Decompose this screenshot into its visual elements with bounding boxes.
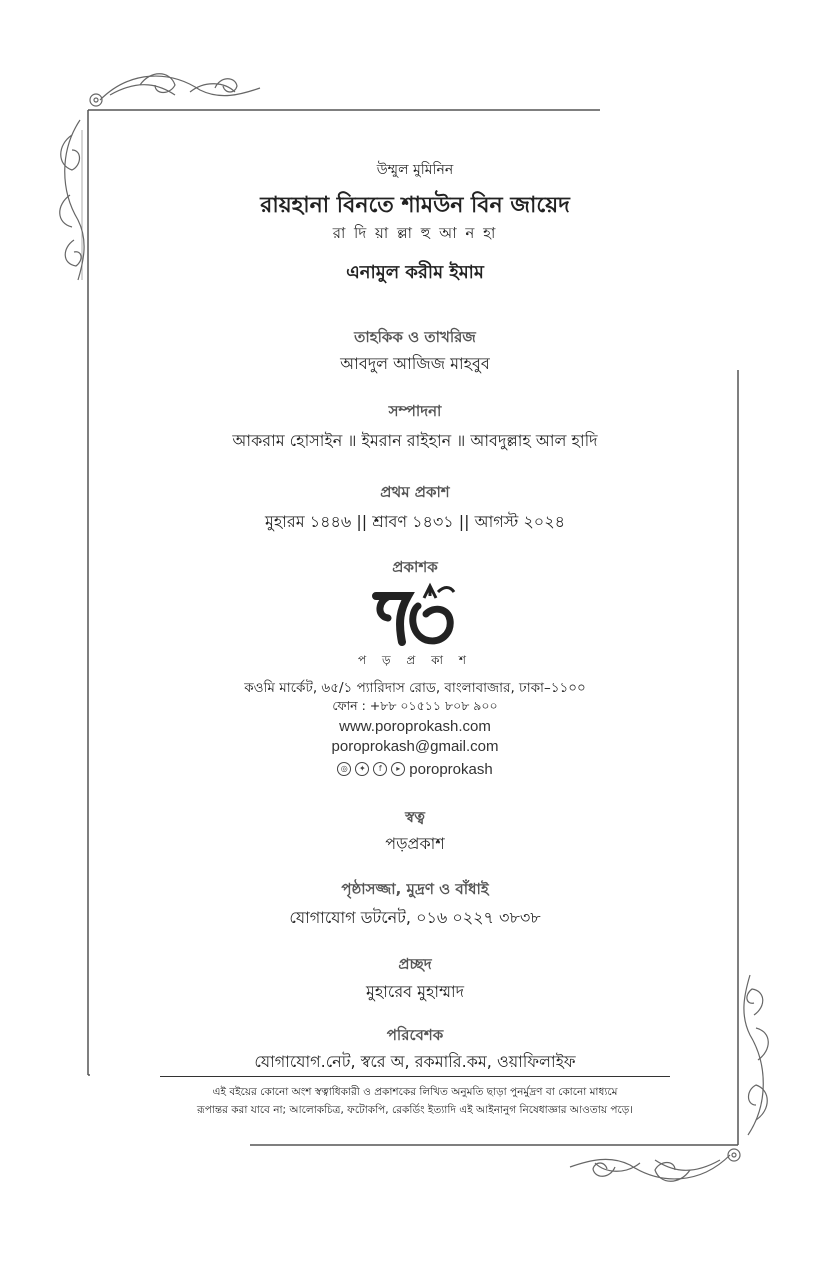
rights-value: পড়প্রকাশ: [385, 834, 445, 853]
cover-label: প্রচ্ছদ: [398, 955, 432, 973]
copyright-notice-line-2: রূপান্তর করা যাবে না; আলোকচিত্র, ফটোকপি, রেকর্ডিং ইত্যাদি এই আইনানুগ নিষেধাজ্ঞার আওতায় পড়ে।: [197, 1104, 633, 1116]
cover-value: মুহারেব মুহাম্মাদ: [365, 982, 464, 1001]
rights-label: স্বত্ব: [405, 808, 425, 826]
printing-value: যোগাযোগ ডটনেট, ০১৬ ০২২৭ ৩৮৩৮: [289, 908, 541, 927]
editing-label: সম্পাদনা: [388, 402, 442, 420]
publisher-email[interactable]: poroprokash@gmail.com: [331, 738, 499, 755]
publisher-logo: [370, 582, 460, 648]
publisher-address: কওমি মার্কেট, ৬৫/১ প্যারিদাস রোড, বাংলাবাজার, ঢাকা–১১০০: [244, 680, 586, 696]
first-edition-value: মুহারম ১৪৪৬ || শ্রাবণ ১৪৩১ || আগস্ট ২০২৪: [265, 512, 565, 531]
copyright-notice-line-1: এই বইয়ের কোনো অংশ স্বত্বাধিকারী ও প্রকাশকের লিখিত অনুমতি ছাড়া পুনর্মুদ্রণ বা কোনো মাধ্যমে: [212, 1086, 618, 1098]
honorific: রা দি য়া ল্লা হু আ ন হা: [332, 224, 498, 242]
social-handle: poroprokash: [409, 760, 493, 778]
tahqiq-label: তাহকিক ও তাখরিজ: [354, 328, 476, 346]
first-edition-label: প্রথম প্রকাশ: [380, 483, 450, 501]
youtube-icon[interactable]: ▸: [391, 762, 405, 776]
publisher-phone: ফোন : +৮৮ ০১৫১১ ৮০৮ ৯০০: [332, 698, 498, 713]
publisher-label: প্রকাশক: [392, 558, 438, 576]
publisher-website[interactable]: www.poroprokash.com: [339, 718, 491, 735]
tahqiq-value: আবদুল আজিজ মাহবুব: [340, 354, 490, 373]
publisher-logo-name: প ড় প্র কা শ: [358, 653, 472, 667]
title-prefix: উম্মুল মুমিনিন: [376, 162, 454, 178]
distributor-label: পরিবেশক: [386, 1026, 444, 1044]
twitter-icon[interactable]: ✦: [355, 762, 369, 776]
social-row: [160, 758, 670, 778]
author-name: এনামুল করীম ইমাম: [346, 262, 484, 283]
printing-label: পৃষ্ঠাসজ্জা, মুদ্রণ ও বাঁধাই: [341, 880, 489, 898]
book-title: রায়হানা বিনতে শামউন বিন জায়েদ: [260, 193, 570, 218]
editing-value: আকরাম হোসাইন ॥ ইমরান রাইহান ॥ আবদুল্লাহ আল হাদি: [232, 431, 598, 450]
divider: [160, 1076, 670, 1077]
facebook-icon[interactable]: f: [373, 762, 387, 776]
distributor-value: যোগাযোগ.নেট, স্বরে অ, রকমারি.কম, ওয়াফিলাইফ: [254, 1052, 576, 1071]
instagram-icon[interactable]: ◎: [337, 762, 351, 776]
